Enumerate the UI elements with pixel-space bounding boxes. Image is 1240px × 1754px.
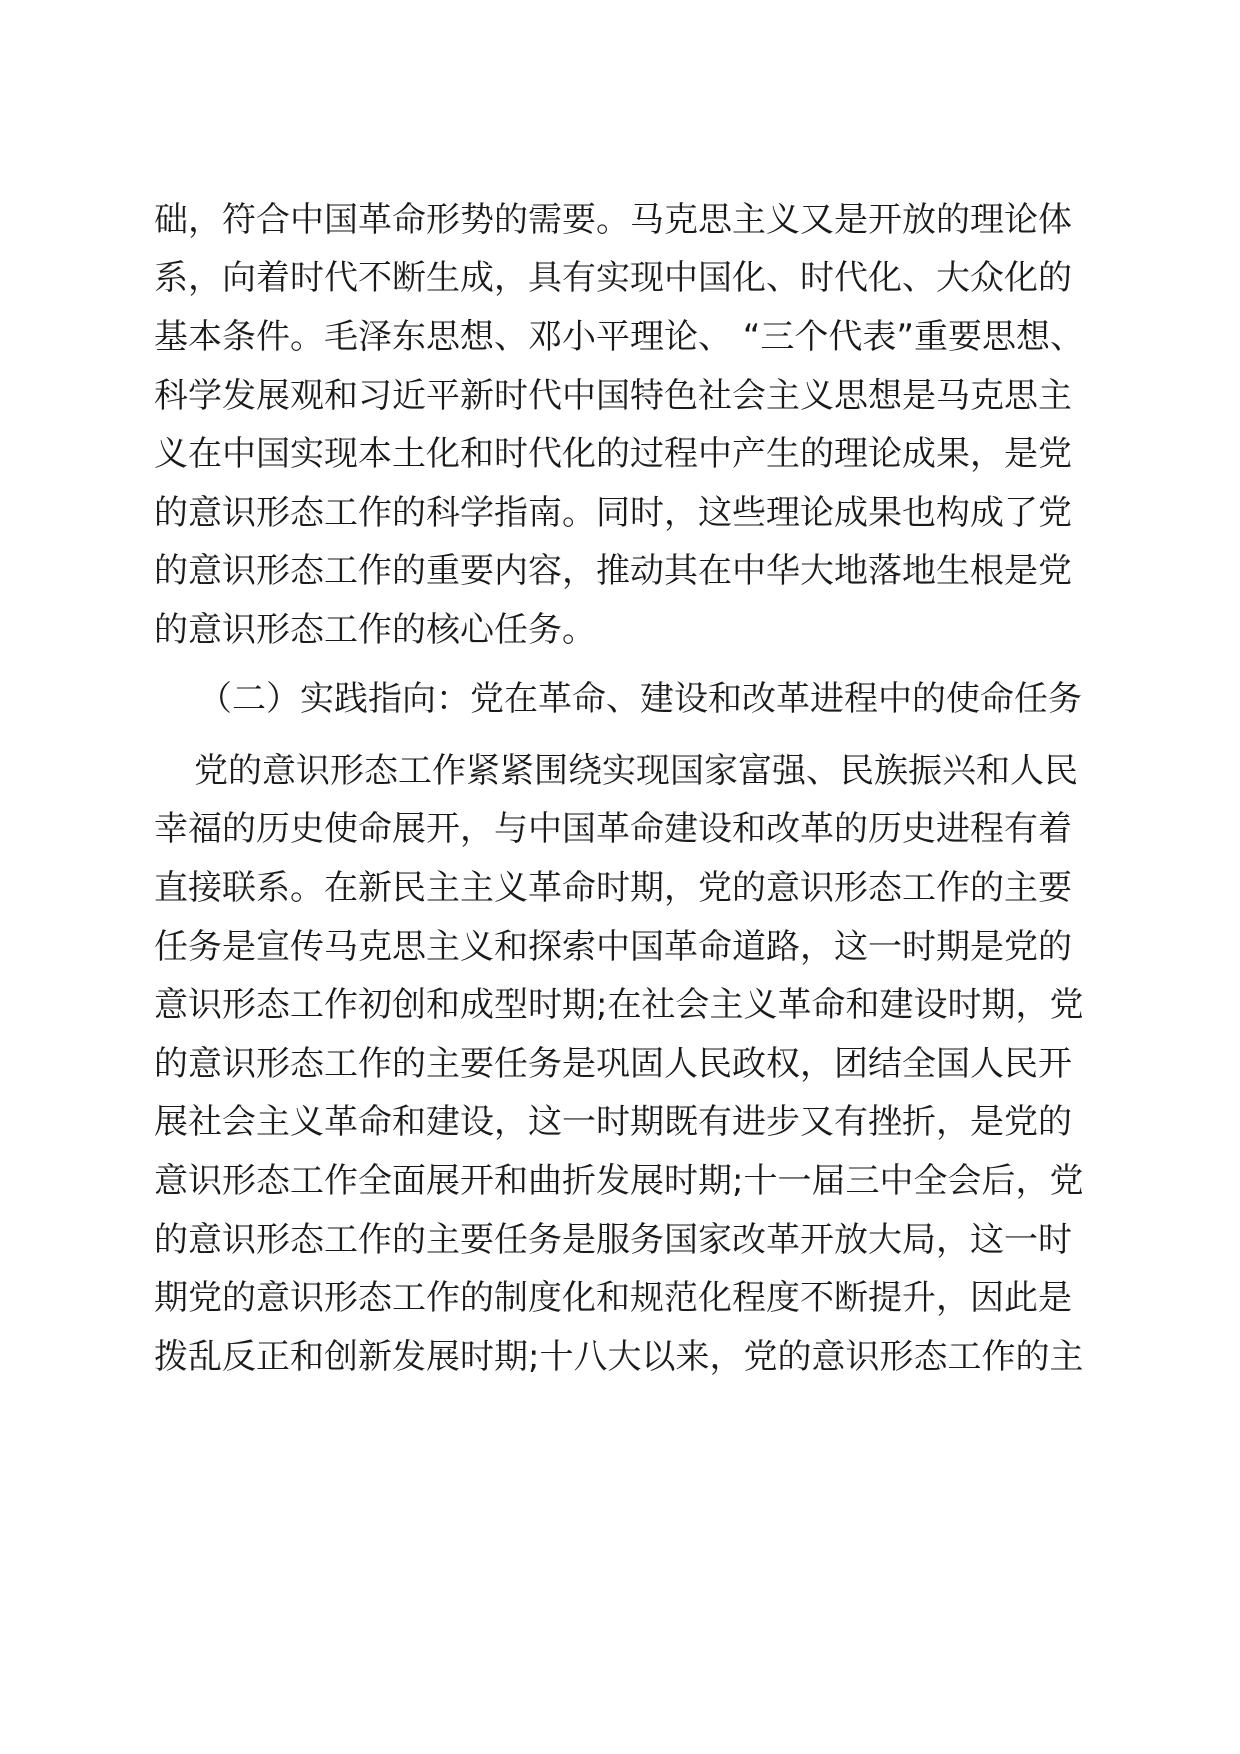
paragraph-2-line-9: 的意识形态工作的主要任务是服务国家改革开放大局，这一时 bbox=[154, 1220, 1072, 1260]
paragraph-2-line-6: 的意识形态工作的主要任务是巩固人民政权，团结全国人民开 bbox=[154, 1044, 1072, 1084]
paragraph-1-line-1: 础，符合中国革命形势的需要。马克思主义又是开放的理论体 bbox=[154, 200, 1072, 240]
paragraph-2-line-2: 幸福的历史使命展开，与中国革命建设和改革的历史进程有着 bbox=[154, 809, 1072, 849]
paragraph-2-line-1: 党的意识形态工作紧紧围绕实现国家富强、民族振兴和人民 bbox=[194, 751, 1078, 791]
paragraph-1-line-2: 系，向着时代不断生成，具有实现中国化、时代化、大众化的 bbox=[154, 258, 1072, 298]
paragraph-2-line-4: 任务是宣传马克思主义和探索中国革命道路，这一时期是党的 bbox=[154, 927, 1072, 967]
section-heading: （二）实践指向：党在革命、建设和改革进程中的使命任务 bbox=[198, 679, 1082, 719]
paragraph-2-line-7: 展社会主义革命和建设，这一时期既有进步又有挫折，是党的 bbox=[154, 1102, 1072, 1142]
paragraph-2-line-3: 直接联系。在新民主主义革命时期，党的意识形态工作的主要 bbox=[154, 868, 1072, 908]
paragraph-1-line-3: 基本条件。毛泽东思想、邓小平理论、 “三个代表”重要思想、 bbox=[154, 317, 1085, 357]
paragraph-1-line-7: 的意识形态工作的重要内容，推动其在中华大地落地生根是党 bbox=[154, 551, 1072, 591]
paragraph-2-line-8: 意识形态工作全面展开和曲折发展时期;十一届三中全会后，党 bbox=[154, 1161, 1084, 1201]
paragraph-2-line-10: 期党的意识形态工作的制度化和规范化程度不断提升，因此是 bbox=[154, 1278, 1072, 1318]
paragraph-1-line-5: 义在中国实现本土化和时代化的过程中产生的理论成果，是党 bbox=[154, 434, 1072, 474]
paragraph-2-line-5: 意识形态工作初创和成型时期;在社会主义革命和建设时期，党 bbox=[154, 985, 1084, 1025]
paragraph-1-line-6: 的意识形态工作的科学指南。同时，这些理论成果也构成了党 bbox=[154, 493, 1072, 533]
paragraph-1-line-4: 科学发展观和习近平新时代中国特色社会主义思想是马克思主 bbox=[154, 376, 1072, 416]
paragraph-2-line-11: 拨乱反正和创新发展时期;十八大以来，党的意识形态工作的主 bbox=[154, 1337, 1084, 1377]
paragraph-1-line-8: 的意识形态工作的核心任务。 bbox=[154, 610, 596, 650]
